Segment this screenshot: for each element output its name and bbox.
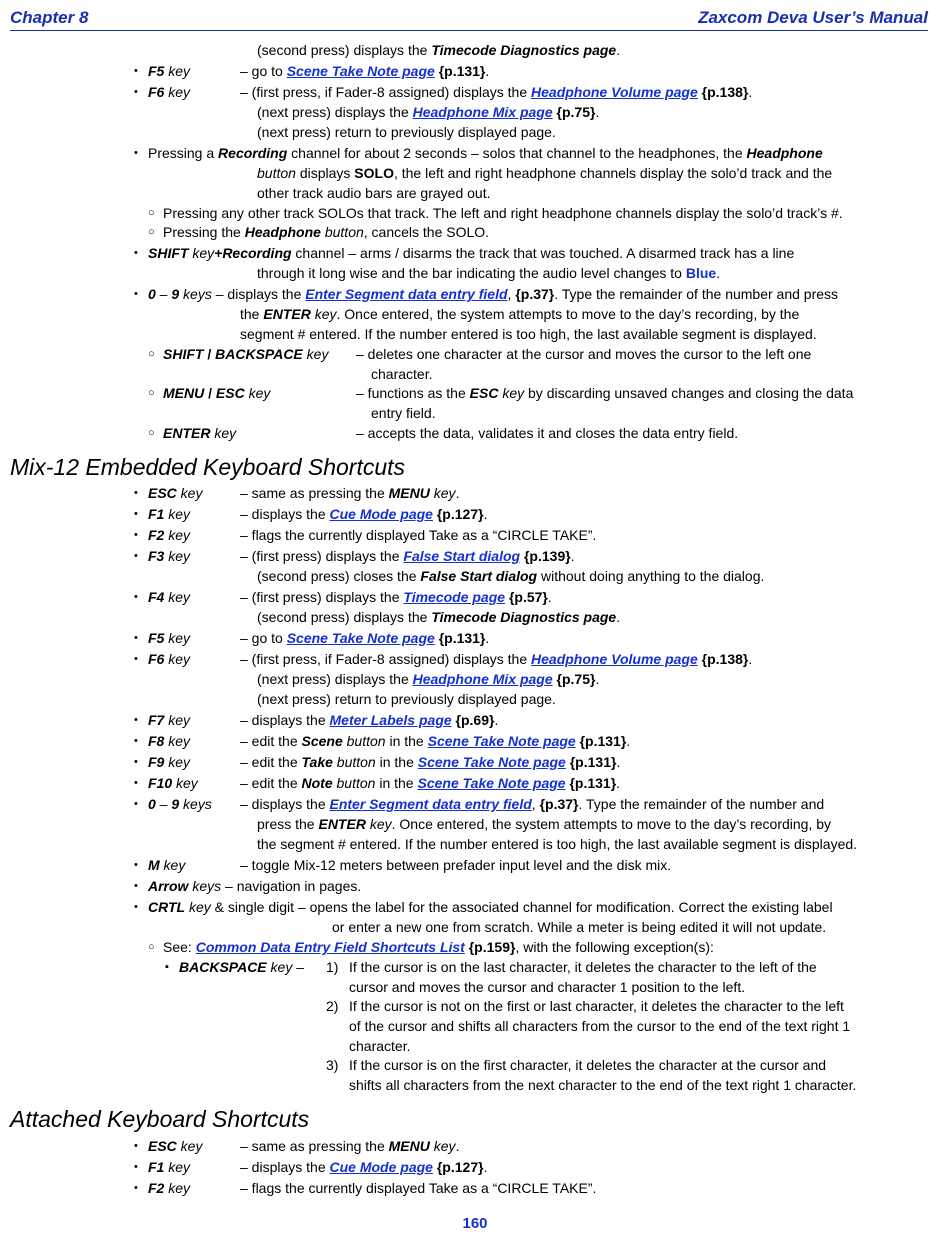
key-label: M key bbox=[148, 857, 186, 873]
sub-bullet: ○ bbox=[148, 207, 155, 219]
key-description: – same as pressing the MENU key. bbox=[240, 485, 460, 501]
bullet: • bbox=[134, 880, 138, 892]
text-line: See: Common Data Entry Field Shortcuts List {p.159}, with the following exception(s): bbox=[163, 939, 714, 955]
list-item: If the cursor is not on the first or last character, it deletes the character to the left bbox=[349, 998, 844, 1014]
bullet: • bbox=[134, 777, 138, 789]
text-line: entry field. bbox=[371, 405, 436, 421]
bullet: • bbox=[134, 859, 138, 871]
text-line: the ENTER key. Once entered, the system attempts to move to the day’s recording, by the bbox=[240, 306, 800, 322]
key-label: F8 key bbox=[148, 733, 191, 749]
link-headphone-volume[interactable]: Headphone Volume page bbox=[531, 651, 698, 667]
link-scene-take-note[interactable]: Scene Take Note page bbox=[427, 733, 576, 749]
list-item: character. bbox=[349, 1038, 411, 1054]
key-label: ESC key bbox=[148, 485, 203, 501]
bullet: • bbox=[134, 508, 138, 520]
key-description: – (first press) displays the Timecode page {p.57}. bbox=[240, 589, 552, 605]
text-line: (second press) closes the False Start dialog without doing anything to the dialog. bbox=[257, 568, 765, 584]
key-description: – toggle Mix-12 meters between prefader input level and the disk mix. bbox=[240, 857, 672, 873]
key-description: – edit the Scene button in the Scene Take Note page {p.131}. bbox=[240, 733, 631, 749]
key-label: F3 key bbox=[148, 548, 191, 564]
key-label: F4 key bbox=[148, 589, 191, 605]
key-description: – deletes one character at the cursor and moves the cursor to the left one bbox=[356, 346, 812, 362]
link-enter-segment[interactable]: Enter Segment data entry field bbox=[329, 796, 532, 812]
text-line: or enter a new one from scratch. While a meter is being edited it will not update. bbox=[332, 919, 827, 935]
key-description: – (first press, if Fader-8 assigned) displays the Headphone Volume page {p.138}. bbox=[240, 651, 753, 667]
sub-bullet: ○ bbox=[148, 941, 155, 953]
bullet: • bbox=[134, 1182, 138, 1194]
key-description: – displays the Cue Mode page {p.127}. bbox=[240, 1159, 488, 1175]
text-line: (next press) return to previously displayed page. bbox=[257, 124, 556, 140]
link-scene-take-note[interactable]: Scene Take Note page bbox=[286, 63, 435, 79]
list-item: If the cursor is on the last character, it deletes the character to the left of the bbox=[349, 959, 817, 975]
key-description: – (first press, if Fader-8 assigned) displays the Headphone Volume page {p.138}. bbox=[240, 84, 753, 100]
key-label: F5 key bbox=[148, 630, 191, 646]
key-label: F7 key bbox=[148, 712, 191, 728]
key-label: F5 key bbox=[148, 63, 191, 79]
link-enter-segment[interactable]: Enter Segment data entry field bbox=[305, 286, 508, 302]
sub-bullet: ○ bbox=[148, 226, 155, 238]
section-heading-attached: Attached Keyboard Shortcuts bbox=[10, 1106, 310, 1132]
key-label: SHIFT / BACKSPACE key bbox=[163, 346, 329, 362]
key-description: – go to Scene Take Note page {p.131}. bbox=[240, 630, 490, 646]
key-label: F6 key bbox=[148, 84, 191, 100]
text-line: Pressing the Headphone button, cancels the SOLO. bbox=[163, 224, 490, 240]
page-header bbox=[10, 6, 928, 31]
text-line: press the ENTER key. Once entered, the system attempts to move to the day’s recording, by bbox=[257, 816, 832, 832]
bullet: • bbox=[134, 735, 138, 747]
bullet: • bbox=[134, 714, 138, 726]
text-line: segment # entered. If the number entered is too high, the last available segment is displayed. bbox=[240, 326, 817, 342]
text-line: button displays SOLO, the left and right headphone channels display the solo’d track and the bbox=[257, 165, 833, 181]
key-description: – edit the Note button in the Scene Take Note page {p.131}. bbox=[240, 775, 621, 791]
bullet: • bbox=[134, 86, 138, 98]
link-headphone-mix[interactable]: Headphone Mix page bbox=[412, 671, 553, 687]
text-line: (second press) displays the Timecode Diagnostics page. bbox=[257, 42, 621, 58]
bullet: • bbox=[134, 1140, 138, 1152]
list-item: of the cursor and shifts all characters from the cursor to the end of the text right 1 bbox=[349, 1018, 851, 1034]
key-label: MENU / ESC key bbox=[163, 385, 271, 401]
link-cue-mode[interactable]: Cue Mode page bbox=[329, 1159, 433, 1175]
key-description: – displays the Cue Mode page {p.127}. bbox=[240, 506, 488, 522]
link-scene-take-note[interactable]: Scene Take Note page bbox=[417, 754, 566, 770]
key-description: – edit the Take button in the Scene Take Note page {p.131}. bbox=[240, 754, 621, 770]
list-number: 2) bbox=[326, 998, 339, 1014]
key-description: – accepts the data, validates it and closes the data entry field. bbox=[356, 425, 739, 441]
page-number: 160 bbox=[462, 1215, 488, 1232]
key-description: – functions as the ESC key by discarding unsaved changes and closing the data bbox=[356, 385, 854, 401]
key-description: – flags the currently displayed Take as a “CIRCLE TAKE”. bbox=[240, 527, 597, 543]
key-label: ENTER key bbox=[163, 425, 237, 441]
text-line: other track audio bars are grayed out. bbox=[257, 185, 491, 201]
sub-bullet: ○ bbox=[148, 348, 155, 360]
section-heading-mix12: Mix-12 Embedded Keyboard Shortcuts bbox=[10, 454, 406, 480]
key-label: F6 key bbox=[148, 651, 191, 667]
link-headphone-mix[interactable]: Headphone Mix page bbox=[412, 104, 553, 120]
key-description: – same as pressing the MENU key. bbox=[240, 1138, 460, 1154]
square-bullet: ▪ bbox=[165, 961, 169, 973]
text-line: through it long wise and the bar indicating the audio level changes to Blue. bbox=[257, 265, 721, 281]
key-label: F2 key bbox=[148, 527, 191, 543]
key-description: – (first press) displays the False Start dialog {p.139}. bbox=[240, 548, 575, 564]
link-scene-take-note[interactable]: Scene Take Note page bbox=[417, 775, 566, 791]
text-line: character. bbox=[371, 366, 433, 382]
link-headphone-volume[interactable]: Headphone Volume page bbox=[531, 84, 698, 100]
key-label: F9 key bbox=[148, 754, 191, 770]
bullet: • bbox=[134, 1161, 138, 1173]
bullet: • bbox=[134, 550, 138, 562]
manual-title: Zaxcom Deva User’s Manual bbox=[698, 8, 928, 27]
text-line: Pressing a Recording channel for about 2 seconds – solos that channel to the headphones, the Headphone bbox=[148, 145, 823, 161]
link-cue-mode[interactable]: Cue Mode page bbox=[329, 506, 433, 522]
sub-bullet: ○ bbox=[148, 387, 155, 399]
key-description: – go to Scene Take Note page {p.131}. bbox=[240, 63, 490, 79]
text-line: (next press) displays the Headphone Mix page {p.75}. bbox=[257, 671, 600, 687]
key-label: ESC key bbox=[148, 1138, 203, 1154]
list-number: 1) bbox=[326, 959, 339, 975]
list-item: If the cursor is on the first character, it deletes the character at the cursor and bbox=[349, 1057, 827, 1073]
key-description: – flags the currently displayed Take as a “CIRCLE TAKE”. bbox=[240, 1180, 597, 1196]
text-line: (next press) return to previously displayed page. bbox=[257, 691, 556, 707]
bullet: • bbox=[134, 756, 138, 768]
bullet: • bbox=[134, 65, 138, 77]
link-timecode[interactable]: Timecode page bbox=[403, 589, 506, 605]
key-label: F1 key bbox=[148, 1159, 191, 1175]
key-description: – displays the Enter Segment data entry field, {p.37}. Type the remainder of the number and bbox=[240, 796, 825, 812]
bullet: • bbox=[134, 591, 138, 603]
bullet: • bbox=[134, 147, 138, 159]
key-label: F1 key bbox=[148, 506, 191, 522]
link-false-start[interactable]: False Start dialog bbox=[403, 548, 521, 564]
bullet: • bbox=[134, 632, 138, 644]
bullet: • bbox=[134, 288, 138, 300]
text-line: (second press) displays the Timecode Diagnostics page. bbox=[257, 609, 621, 625]
key-label: BACKSPACE key – bbox=[179, 959, 305, 975]
text-line: 0 – 9 keys – displays the Enter Segment data entry field, {p.37}. Type the remainder of the number and press bbox=[148, 286, 839, 302]
bullet: • bbox=[134, 901, 138, 913]
key-description: – displays the Meter Labels page {p.69}. bbox=[240, 712, 499, 728]
list-number: 3) bbox=[326, 1057, 339, 1073]
bullet: • bbox=[134, 653, 138, 665]
list-item: cursor and moves the cursor and character 1 position to the left. bbox=[349, 979, 746, 995]
link-common-data-entry[interactable]: Common Data Entry Field Shortcuts List bbox=[195, 939, 465, 955]
text-line: (next press) displays the Headphone Mix page {p.75}. bbox=[257, 104, 600, 120]
text-line: Arrow keys – navigation in pages. bbox=[148, 878, 362, 894]
bullet: • bbox=[134, 487, 138, 499]
key-label: 0 – 9 keys bbox=[148, 796, 212, 812]
text-line: SHIFT key+Recording channel – arms / disarms the track that was touched. A disarmed track has a line bbox=[148, 245, 795, 261]
bullet: • bbox=[134, 798, 138, 810]
bullet: • bbox=[134, 529, 138, 541]
text-line: Pressing any other track SOLOs that track. The left and right headphone channels display the solo’d track’s #. bbox=[163, 205, 843, 221]
bullet: • bbox=[134, 247, 138, 259]
link-scene-take-note[interactable]: Scene Take Note page bbox=[286, 630, 435, 646]
list-item: shifts all characters from the next character to the end of the text right 1 character. bbox=[349, 1077, 857, 1093]
text-line: the segment # entered. If the number entered is too high, the last available segment is displayed. bbox=[257, 836, 858, 852]
sub-bullet: ○ bbox=[148, 427, 155, 439]
key-label: F10 key bbox=[148, 775, 198, 791]
chapter-label: Chapter 8 bbox=[10, 8, 89, 27]
text-line: CRTL key & single digit – opens the label for the associated channel for modification. Correct the existing label bbox=[148, 899, 833, 915]
link-meter-labels[interactable]: Meter Labels page bbox=[329, 712, 452, 728]
key-label: F2 key bbox=[148, 1180, 191, 1196]
